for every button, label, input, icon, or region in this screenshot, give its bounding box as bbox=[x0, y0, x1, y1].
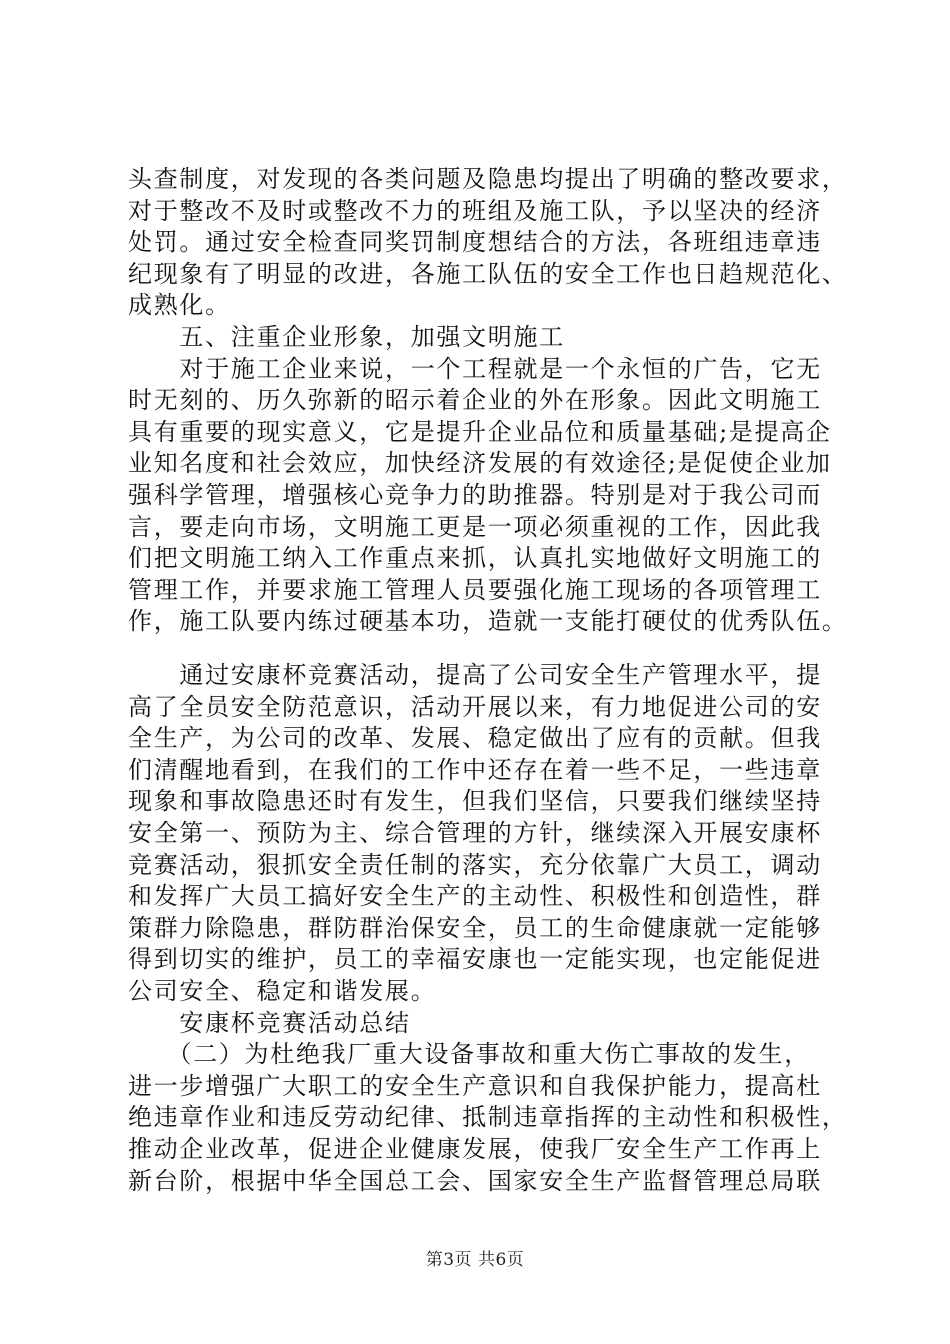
text-line: 对于施工企业来说，一个工程就是一个永恒的广告，它无 bbox=[128, 354, 822, 383]
text-line: 安全第一、预防为主、综合管理的方针，继续深入开展安康杯 bbox=[128, 818, 822, 847]
text-line: 们把文明施工纳入工作重点来抓，认真扎实地做好文明施工的 bbox=[128, 544, 822, 573]
text-line: 纪现象有了明显的改进，各施工队伍的安全工作也日趋规范化、 bbox=[128, 259, 848, 288]
text-line: 和发挥广大员工搞好安全生产的主动性、积极性和创造性，群 bbox=[128, 882, 822, 911]
text-line: 对于整改不及时或整改不力的班组及施工队，予以坚决的经济 bbox=[128, 196, 822, 225]
text-line: 全生产，为公司的改革、发展、稳定做出了应有的贡献。但我 bbox=[128, 724, 822, 753]
text-line: 强科学管理，增强核心竞争力的助推器。特别是对于我公司而 bbox=[128, 480, 822, 509]
text-line: 推动企业改革，促进企业健康发展，使我厂安全生产工作再上 bbox=[128, 1134, 822, 1163]
text-line: 作，施工队要内练过硬基本功，造就一支能打硬仗的优秀队伍。 bbox=[128, 607, 848, 636]
text-line: 高了全员安全防范意识，活动开展以来，有力地促进公司的安 bbox=[128, 692, 822, 721]
text-line: 们清醒地看到，在我们的工作中还存在着一些不足，一些违章 bbox=[128, 755, 822, 784]
text-line: 时无刻的、历久弥新的昭示着企业的外在形象。因此文明施工 bbox=[128, 386, 822, 415]
text-line: 进一步增强广大职工的安全生产意识和自我保护能力，提高杜 bbox=[128, 1071, 822, 1100]
text-line: 管理工作，并要求施工管理人员要强化施工现场的各项管理工 bbox=[128, 575, 822, 604]
text-line: 新台阶，根据中华全国总工会、国家安全生产监督管理总局联 bbox=[128, 1166, 822, 1195]
text-line: 绝违章作业和违反劳动纪律、抵制违章指挥的主动性和积极性， bbox=[128, 1103, 848, 1132]
page-footer bbox=[0, 1245, 950, 1270]
body-text-section-1 bbox=[128, 164, 858, 638]
text-line: 头查制度，对发现的各类问题及隐患均提出了明确的整改要求， bbox=[128, 165, 848, 193]
text-line: 现象和事故隐患还时有发生，但我们坚信，只要我们继续坚持 bbox=[128, 787, 822, 816]
text-line: 通过安康杯竞赛活动，提高了公司安全生产管理水平，提 bbox=[128, 661, 822, 689]
text-line: 具有重要的现实意义，它是提升企业品位和质量基础;是提高企 bbox=[128, 417, 832, 446]
text-line: 公司安全、稳定和谐发展。 bbox=[128, 976, 437, 1005]
text-line: （二）为杜绝我厂重大设备事故和重大伤亡事故的发生， bbox=[128, 1040, 810, 1069]
section-heading: 五、注重企业形象，加强文明施工 bbox=[128, 322, 565, 351]
text-line: 得到切实的维护，员工的幸福安康也一定能实现，也定能促进 bbox=[128, 945, 822, 974]
text-line: 业知名度和社会效应，加快经济发展的有效途径;是促使企业加 bbox=[128, 449, 832, 478]
section-title: 安康杯竞赛活动总结 bbox=[128, 1008, 411, 1037]
body-text-section-2 bbox=[128, 660, 858, 1197]
text-line: 言，要走向市场，文明施工更是一项必须重视的工作，因此我 bbox=[128, 512, 822, 541]
text-line: 成熟化。 bbox=[128, 291, 231, 320]
text-line: 竞赛活动，狠抓安全责任制的落实，充分依靠广大员工，调动 bbox=[128, 850, 822, 879]
text-line: 处罚。通过安全检查同奖罚制度想结合的方法，各班组违章违 bbox=[128, 228, 822, 257]
page-number: 第3页 共6页 bbox=[425, 1250, 525, 1270]
text-line: 策群力除隐患，群防群治保安全，员工的生命健康就一定能够 bbox=[128, 913, 822, 942]
